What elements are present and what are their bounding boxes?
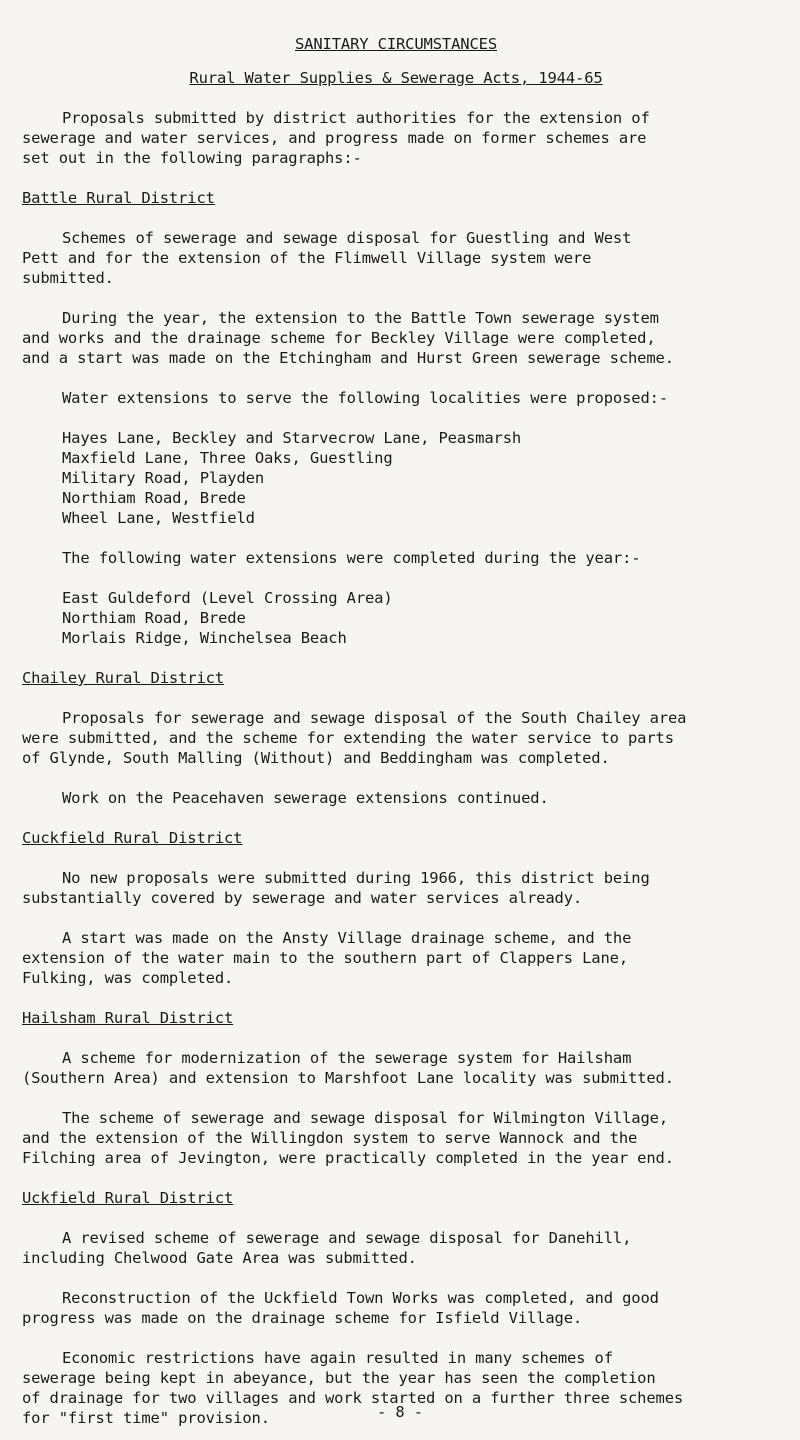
uckfield-paragraph-3: Economic restrictions have again resulted in many schemes of sewerage being kept in abeyance, but the year has seen the completion of drainage for two villages and work started on a further three schemes for "first time" provision.	[22, 1349, 684, 1427]
battle-paragraph-1: Schemes of sewerage and sewage disposal for Guestling and West Pett and for the extension of the Flimwell Village system were submitted.	[22, 229, 632, 287]
page-subtitle: Rural Water Supplies & Sewerage Acts, 1944-65	[189, 69, 603, 87]
list-item: Morlais Ridge, Winchelsea Beach	[62, 629, 347, 647]
cuckfield-paragraph-2: A start was made on the Ansty Village drainage scheme, and the extension of the water main to the southern part of Clappers Lane, Fulking, was completed.	[22, 929, 632, 987]
list-item: Maxfield Lane, Three Oaks, Guestling	[62, 449, 393, 467]
chailey-paragraph-1: Proposals for sewerage and sewage disposal of the South Chailey area were submitted, and the scheme for extending the water service to parts of Glynde, South Malling (Without) and Beddingham was completed.	[22, 709, 687, 767]
uckfield-paragraph-1: A revised scheme of sewerage and sewage disposal for Danehill, including Chelwood Gate Area was submitted.	[22, 1229, 632, 1267]
list-item: Wheel Lane, Westfield	[62, 509, 255, 527]
hailsham-paragraph-1: A scheme for modernization of the sewerage system for Hailsham (Southern Area) and extension to Marshfoot Lane locality was submitted.	[22, 1049, 674, 1087]
uckfield-paragraph-2: Reconstruction of the Uckfield Town Works was completed, and good progress was made on the drainage scheme for Isfield Village.	[22, 1289, 659, 1327]
section-heading-cuckfield: Cuckfield Rural District	[22, 829, 243, 847]
completed-extensions-list	[62, 588, 770, 648]
hailsham-paragraph-2: The scheme of sewerage and sewage disposal for Wilmington Village, and the extension of the Willingdon system to serve Wannock and the Filching area of Jevington, were practically completed in the year end.	[22, 1109, 674, 1167]
chailey-paragraph-2: Work on the Peacehaven sewerage extensions continued.	[62, 789, 549, 807]
page-title: SANITARY CIRCUMSTANCES	[295, 35, 497, 53]
list-item: Military Road, Playden	[62, 469, 264, 487]
list-item: Hayes Lane, Beckley and Starvecrow Lane, Peasmarsh	[62, 429, 522, 447]
cuckfield-paragraph-1: No new proposals were submitted during 1966, this district being substantially covered by sewerage and water services already.	[22, 869, 650, 907]
battle-paragraph-4: The following water extensions were completed during the year:-	[62, 549, 641, 567]
section-heading-battle: Battle Rural District	[22, 189, 215, 207]
list-item: East Guldeford (Level Crossing Area)	[62, 589, 393, 607]
battle-paragraph-3: Water extensions to serve the following localities were proposed:-	[62, 389, 668, 407]
list-item: Northiam Road, Brede	[62, 609, 246, 627]
intro-paragraph: Proposals submitted by district authorities for the extension of sewerage and water services, and progress made on former schemes are set out in the following paragraphs:-	[22, 109, 650, 167]
section-heading-uckfield: Uckfield Rural District	[22, 1189, 234, 1207]
proposed-localities-list	[62, 428, 770, 528]
page-number: - 8 -	[377, 1403, 423, 1421]
battle-paragraph-2: During the year, the extension to the Battle Town sewerage system and works and the drainage scheme for Beckley Village were completed, and a start was made on the Etchingham and Hurst Green sewerage scheme.	[22, 309, 674, 367]
section-heading-hailsham: Hailsham Rural District	[22, 1009, 234, 1027]
section-heading-chailey: Chailey Rural District	[22, 669, 224, 687]
list-item: Northiam Road, Brede	[62, 489, 246, 507]
